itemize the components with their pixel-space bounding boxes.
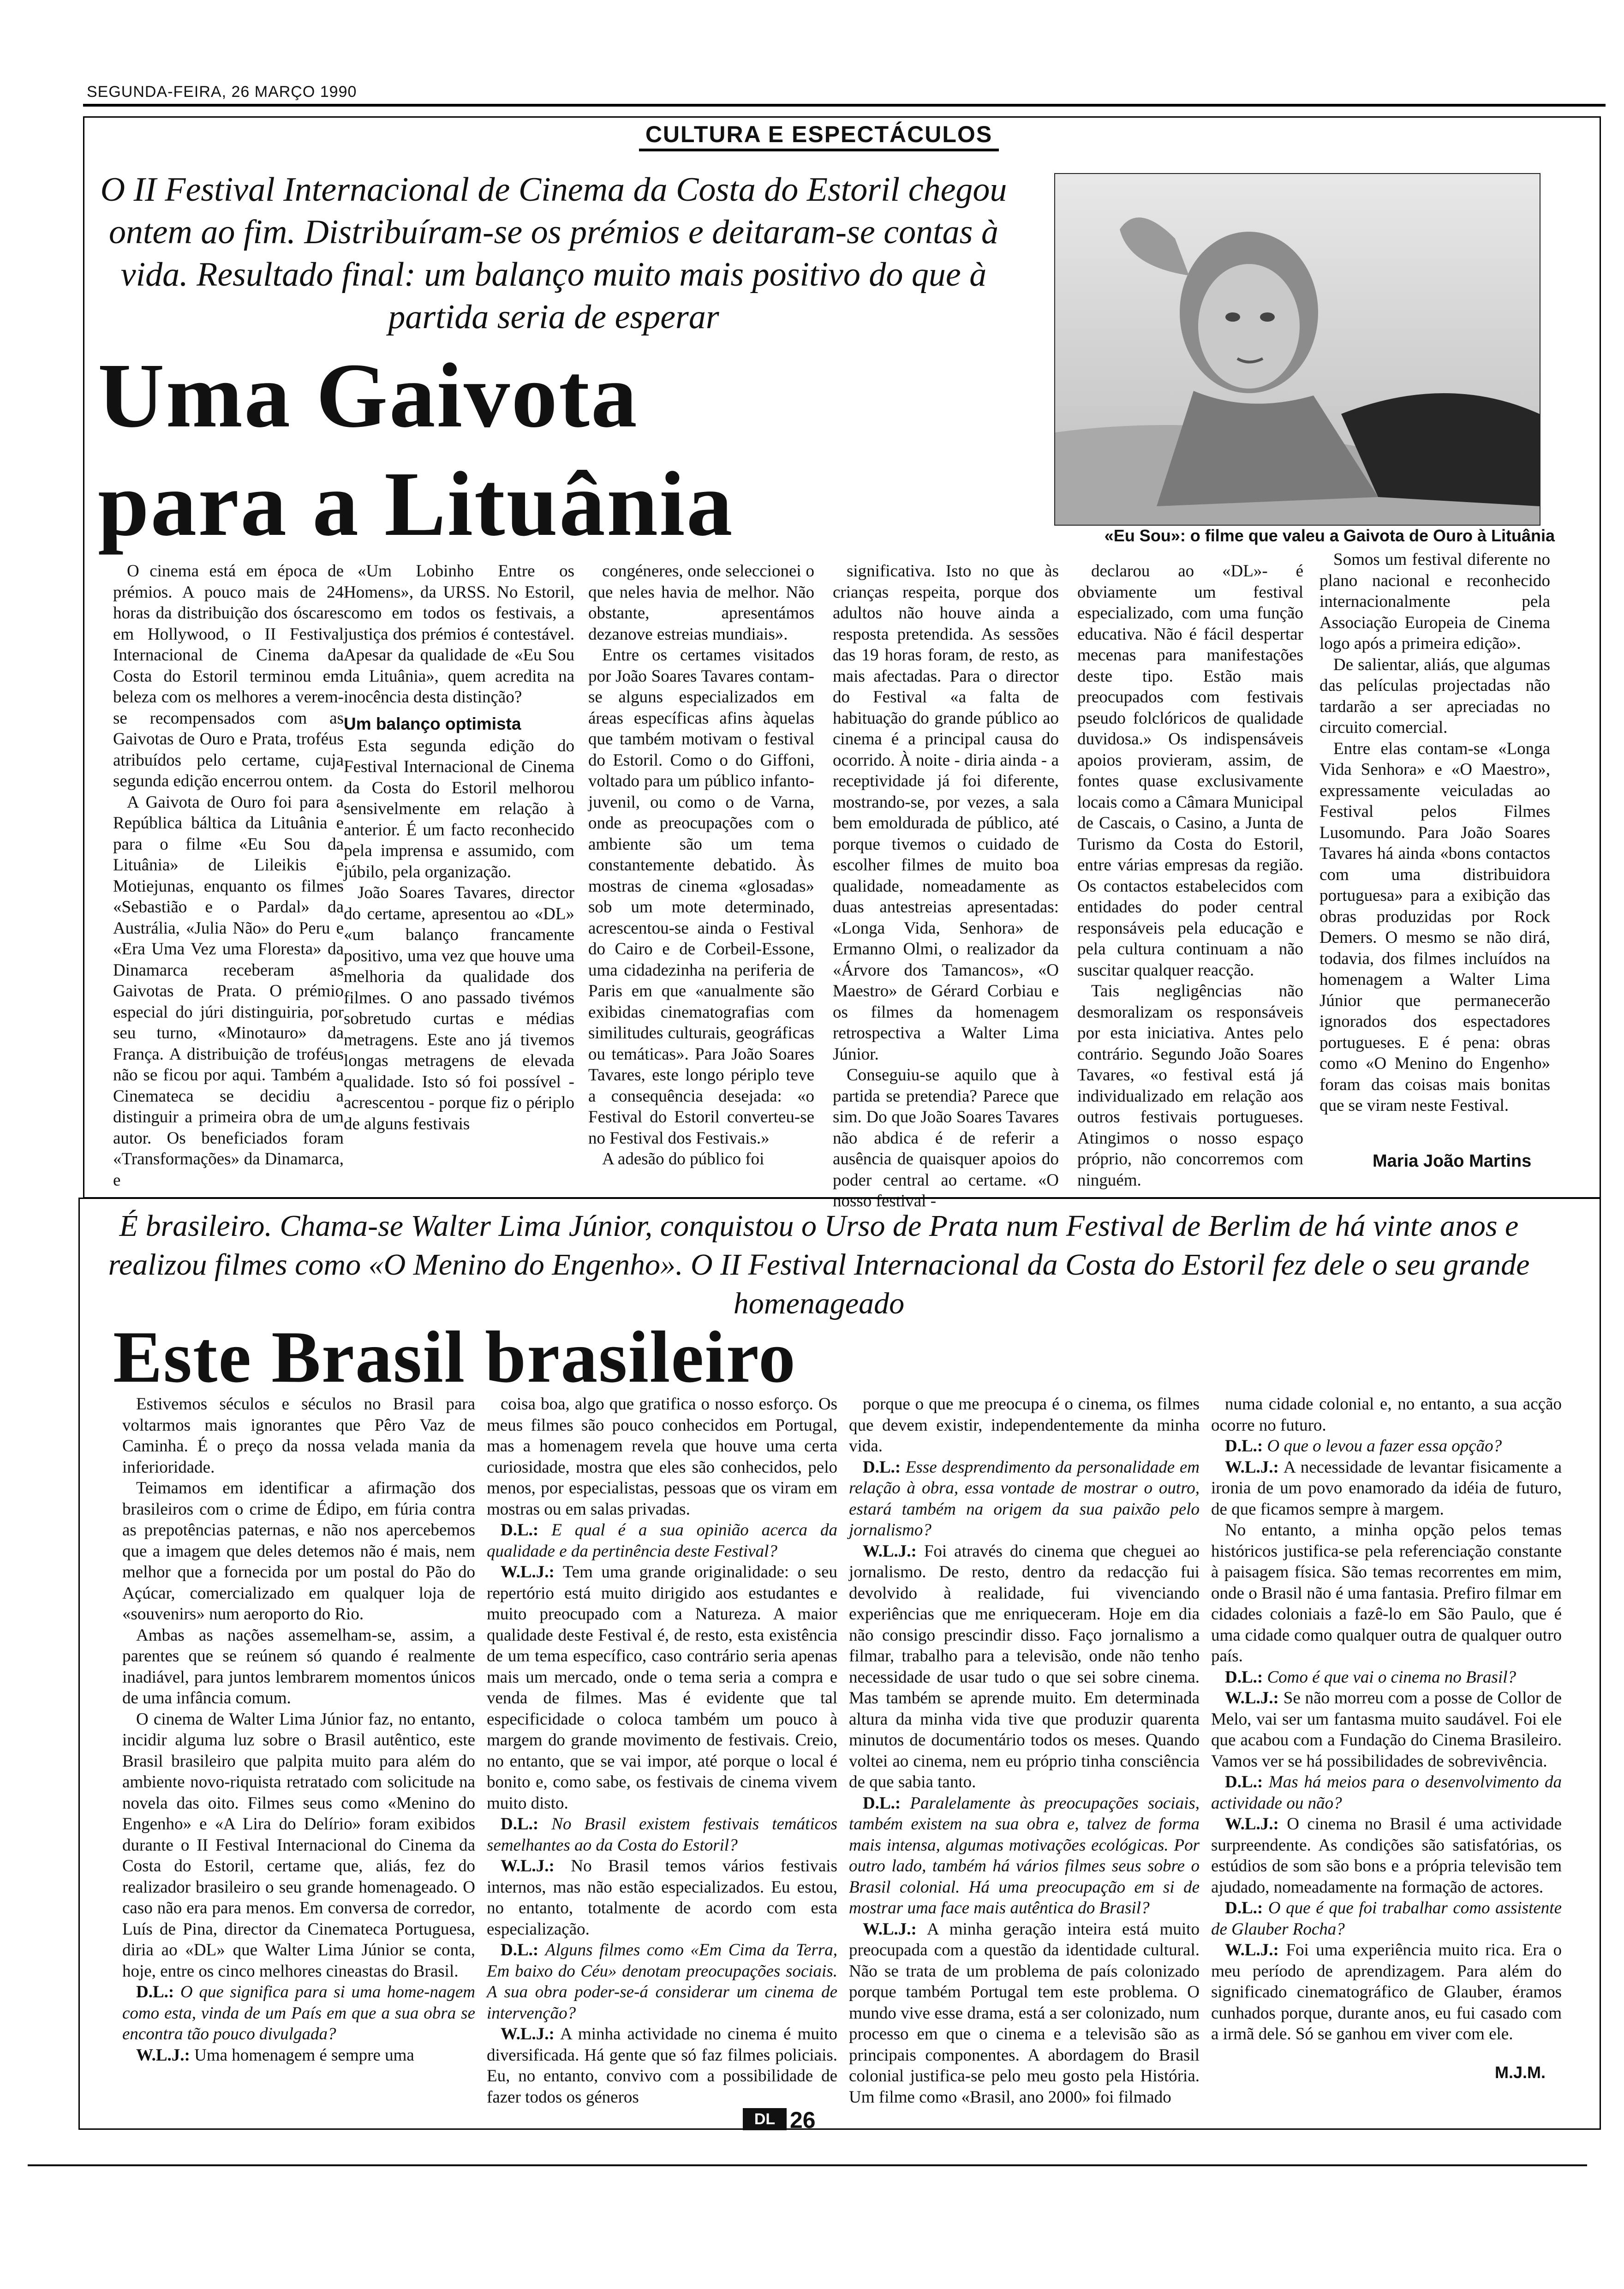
paragraph: João Soares Tavares, director do certame, apresentou ao «DL» «um balanço francamente positivo, uma vez que houve uma melhoria da qualidade dos filmes. O ano passado tivémos sobretudo curtas e médias metragens. Este ano já tivemos longas metragens de elevada qualidade. Isto só foi possível - acrescentou - porque fiz o périplo de alguns festivais [344, 883, 574, 1133]
interview-answer [1211, 1457, 1562, 1520]
speaker-label: W.L.J.: [1225, 1815, 1279, 1834]
answer-text: A minha actividade no cinema é muito diversificada. Há gente que só faz filmes policiais. Eu, no entanto, convivo com a possibilidade de fazer todos os géneros [487, 2025, 838, 2107]
paragraph: coisa boa, algo que gratifica o nosso esforço. Os meus filmes são pouco conhecidos em Portugal, mas a homenagem revela que houve uma certa curiosidade, mostra que eles são conhecidos, pelo menos, por especialistas, pessoas que os viram em mostras ou em salas privadas. [487, 1395, 837, 1519]
paragraph: A Gaivota de Ouro foi para a República báltica da Lituânia e para o filme «Eu Sou da Lituânia» de Lileikis e Motiejunas, enquanto os filmes «Sebastião e o Pardal» da Austrália, «Julia Não» do Peru e «Era Uma Vez uma Floresta» da Dinamarca receberam as Gaivotas de Prata. O prémio especial do júri distinguiria, por seu turno, «Minotauro» da França. A distribuição de troféus não se ficou por aqui. Também a Cinemateca se decidiu a distinguir a primeira obra de um autor. Os beneficiados foram «Transformações» da Dinamarca, e [113, 792, 344, 1190]
question-text: O que é que foi trabalhar como assistente de Glauber Rocha? [1211, 1899, 1562, 1939]
interview-answer [849, 1541, 1200, 1793]
speaker-label: W.L.J.: [863, 1541, 917, 1561]
article2-byline: M.J.M. [1495, 2063, 1546, 2082]
interview-question [1211, 1898, 1562, 1940]
speaker-label: D.L.: [1225, 1667, 1263, 1687]
paragraph: significativa. Isto no que às crianças respeita, porque dos adultos não houve ainda a resposta pretendida. As sessões das 19 horas foram, de resto, as mais afectadas. Para o director do Festival «a falta de habituação do grande público ao cinema é a principal causa do ocorrido. À noite - diria ainda - a receptividade já foi diferente, mostrando-se, por vezes, a sala bem emoldurada de público, até porque tivemos o cuidado de escolher filmes de muito boa qualidade, nomeadamente as duas antestreias apresentadas: «Longa Vida, Senhora» de Ermanno Olmi, o realizador da «Árvore dos Tamancos», «O Maestro» de Gérard Corbiau e os filmes da homenagem retrospectiva a Walter Lima Júnior. [833, 562, 1059, 1064]
interview-question [487, 1520, 837, 1562]
article1-byline: Maria João Martins [1373, 1151, 1532, 1171]
article2-column-4 [1211, 1394, 1562, 2045]
answer-text: A minha geração inteira está muito preocupada com a questão da identidade cultural. Não se trata de um problema de país colonizado porque também Portugal tem este problema. O mundo vive esse drama, está a ser colonizado, num processo em que o cinema e a televisão são as principais componentes. A abordagem do Brasil colonial justifica-se pelo meu gosto pela História. Um filme como «Brasil, ano 2000» foi filmado [849, 1919, 1200, 2107]
paragraph: Tais negligências não desmoralizam os responsáveis por esta iniciativa. Antes pelo contrário. Segundo João Soares Tavares, «o festival está já individualizado em relação aos outros festivais portugueses. Atingimos o nosso espaço próprio, não concorremos com ninguém. [1077, 982, 1303, 1190]
article1-column-4 [833, 561, 1059, 1212]
interview-answer [849, 1919, 1200, 2108]
speaker-label: D.L.: [501, 1521, 539, 1540]
answer-text: Se não morreu com a posse de Collor de Melo, vai ser um fantasma muito saudável. Foi ele que acabou com a Fundação do Cinema Brasileiro. Vamos ver se há possibilidades de sobrevivência. [1211, 1689, 1562, 1771]
article1-column-1 [113, 561, 344, 1191]
question-text: Paralelamente às preocupações sociais, também existem na sua obra e, talvez de forma mais intensa, algumas motivações ecológicas. Por outro lado, também há vários filmes seus sobre o Brasil colonial. Há uma preocupação em si de mostrar uma face mais autêntica do Brasil? [849, 1793, 1200, 1917]
speaker-label: D.L.: [501, 1941, 539, 1959]
paragraph: O cinema está em época de prémios. A pouco mais de 24 horas da distribuição dos óscares em Hollywood, o II Festival Internacional de Cinema da Costa do Estoril terminou em beleza com os melhores a verem-se recompensados com as Gaivotas de Ouro e Prata, troféus atribuídos pelo certame, cuja segunda edição encerrou ontem. [113, 562, 344, 791]
paragraph: «Um Lobinho Entre os Homens», da URSS. No Estoril, como em todos os festivais, a justiça dos prémios é contestável. Apesar da qualidade de «Eu Sou da Lituânia», quem acredita na inocência desta distinção? [344, 562, 574, 707]
article1-column-6 [1320, 549, 1550, 1116]
interview-question [1211, 1772, 1562, 1814]
page-number: 26 [790, 2107, 816, 2133]
paragraph: numa cidade colonial e, no entanto, a sua acção ocorre no futuro. [1211, 1395, 1562, 1435]
paragraph: Teimamos em identificar a afirmação dos brasileiros com o crime de Édipo, em fúria contra as prepotências paternas, e não nos apercebemos que a imagem que deles detemos não é mais, nem melhor que a fornecida por um postal do Pão do Açúcar, comercializado em qualquer loja de «souvenirs» num aeroporto do Rio. [122, 1479, 475, 1624]
question-text: O que significa para si uma home-nagem como esta, vinda de um País em que a sua obra se encontra tão pouco divulgada? [122, 1983, 475, 2043]
speaker-label: W.L.J.: [1225, 1941, 1279, 1959]
speaker-label: D.L.: [501, 1815, 539, 1834]
question-text: Mas há meios para o desenvolvimento da actividade ou não? [1211, 1773, 1562, 1813]
answer-text: A necessidade de levantar fisicamente a ironia de um povo enamorado da idéia de futuro, de que ficamos sempre à margem. [1211, 1457, 1562, 1519]
dl-logo: DL [743, 2108, 787, 2130]
answer-text: Uma homenagem é sempre uma [194, 2045, 414, 2065]
top-rule [83, 104, 1606, 107]
interview-question [1211, 1667, 1562, 1688]
paragraph: O cinema de Walter Lima Júnior faz, no entanto, incidir alguma luz sobre o Brasil autêntico, este Brasil brasileiro que palpita muito para além do ambiente novo-riquista retratado com solicitude na novela das oito. Filmes seus como «Menino do Engenho» e «A Lira do Delírio» foram exibidos durante o II Festival Internacional do Cinema da Costa do Estoril, certame que, aliás, fez do realizador brasileiro o seu grande homenageado. O caso não era para menos. Em conversa de corredor, Luís de Pina, director da Cinemateca Portuguesa, diria ao «DL» que Walter Lima Júnior se conta, hoje, entre os cinco melhores cineastas do Brasil. [122, 1709, 475, 1981]
article2-column-3 [849, 1394, 1200, 2108]
paragraph: Entre elas contam-se «Longa Vida Senhora» e «O Maestro», expressamente veiculadas ao Festival pelos Filmes Lusomundo. Para João Soares Tavares há ainda «bons contactos com uma distribuidora portuguesa» para a exibição das obras produzidas por Rock Demers. O mesmo se não dirá, todavia, dos filmes incluídos na homenagem a Walter Lima Júnior que permanecerão ignorados dos espectadores portugueses. E é pena: obras como «O Menino do Engenho» foram das coisas mais bonitas que se viram neste Festival. [1320, 739, 1550, 1115]
paragraph: Ambas as nações assemelham-se, assim, a parentes que se reúnem só quando é realmente inadiável, para juntos lembrarem momentos únicos de uma infância comum. [122, 1625, 475, 1708]
article2-headline: Este Brasil brasileiro [113, 1316, 796, 1398]
answer-text: Foi através do cinema que cheguei ao jornalismo. De resto, dentro da redacção fui devolvido à realidade, fui vivenciando experiências que me enriqueceram. Hoje em dia não consigo prescindir disso. Faço jornalismo a filmar, trabalho para a televisão, onde não tenho necessidade de usar tudo o que sei sobre cinema. Mas também se aprende muito. Em determinada altura da minha vida tive que produzir quarenta minutos de documentário todos os meses. Quando voltei ao cinema, nem eu próprio tinha consciência de que sabia tanto. [849, 1541, 1200, 1792]
speaker-label: D.L.: [1225, 1437, 1263, 1456]
speaker-label: W.L.J.: [501, 1563, 555, 1582]
article1-column-2 [344, 561, 574, 1134]
paragraph: Somos um festival diferente no plano nacional e reconhecido internacionalmente pela Associação Europeia de Cinema logo após a primeira edição». [1320, 550, 1550, 653]
section-title: CULTURA E ESPECTÁCULOS [639, 121, 999, 151]
issue-date: SEGUNDA-FEIRA, 26 MARÇO 1990 [87, 83, 357, 101]
answer-text: O cinema no Brasil é uma actividade surpreendente. As condições são satisfatórias, os estúdios de som são bons e a própria televisão tem ajudado, nomeadamente na formação de actores. [1211, 1815, 1562, 1897]
paragraph: porque o que me preocupa é o cinema, os filmes que devem existir, independentemente da minha vida. [849, 1395, 1200, 1456]
photo-boy-on-beach [1054, 173, 1540, 526]
question-text: E qual é a sua opinião acerca da qualidade e da pertinência deste Festival? [487, 1521, 837, 1561]
speaker-label: W.L.J.: [136, 2045, 190, 2065]
paragraph: congéneres, onde seleccionei o que neles havia de melhor. Não obstante, apresentámos dezanove estreias mundiais». [588, 562, 814, 644]
article1-column-5 [1077, 561, 1303, 1191]
paragraph: Conseguiu-se aquilo que à partida se pretendia? Parece que sim. Do que João Soares Tavares não abdica é de referir a ausência de quaisquer apoios do poder central ao certame. «O nosso festival - [833, 1066, 1059, 1210]
interview-question [849, 1457, 1200, 1541]
interview-answer [1211, 1940, 1562, 2045]
interview-question [487, 1814, 837, 1856]
paragraph: Esta segunda edição do Festival Internacional de Cinema da Costa do Estoril melhorou sensivelmente em relação à anterior. É um facto reconhecido pela imprensa e assumido, com júbilo, pela organização. [344, 736, 574, 881]
article2-column-1 [122, 1394, 475, 2066]
answer-text: Foi uma experiência muito rica. Era o meu período de aprendizagem. Para além do significado cinematográfico de Glauber, éramos cunhados porque, durante anos, eu fui casado com a irmã dele. Só se ganhou em viver com ele. [1211, 1941, 1562, 2043]
interview-answer [487, 1562, 837, 1814]
article1-deck: O II Festival Internacional de Cinema da Costa do Estoril chegou ontem ao fim. Distribuíram-se os prémios e deitaram-se contas à vida. Resultado final: um balanço muito mais positivo do que à partida seria de esperar [100, 171, 1007, 336]
interview-answer [487, 2024, 837, 2108]
article2-deck: É brasileiro. Chama-se Walter Lima Júnior, conquistou o Urso de Prata num Festival de Berlim de há vinte anos e realizou filmes como «O Menino do Engenho». O II Festival Internacional da Costa do Estoril fez dele o seu grande homenageado [108, 1209, 1530, 1320]
paragraph: A adesão do público foi [602, 1150, 764, 1168]
paragraph: Entre os certames visitados por João Soares Tavares contam-se alguns especializados em áreas específicas afins àquelas que também motivam o festival do Estoril. Como o do Giffoni, voltado para um público infanto-juvenil, ou como o de Varna, onde as preocupações com o ambiente são um tema constantemente debatido. Às mostras de cinema «glosadas» sob um mote determinado, acrescentou-se ainda o Festival do Cairo e de Corbeil-Essone, uma cidadezinha na periferia de Paris em que «anualmente são exibidas cinematografias com similitudes culturais, geográficas ou temáticas». Para João Soares Tavares, este longo périplo teve a consequência desejada: «o Festival do Estoril converteu-se no Festival dos Festivais.» [588, 646, 814, 1148]
answer-text: No Brasil temos vários festivais internos, mas não estão especializados. Eu estou, no entanto, totalmente de acordo com esta especialização. [487, 1857, 837, 1939]
interview-answer [487, 1856, 837, 1940]
answer-text: Tem uma grande originalidade: o seu repertório está muito dirigido aos estudantes e muito preocupado com a Natureza. A maior qualidade deste Festival é, de resto, esta existência de um tema específico, caso contrário seria apenas mais um mercado, onde o tema seria a compra e venda de filmes. Mas é evidente que tal especificidade o coloca também um pouco à margem do grande movimento de festivais. Creio, no entanto, que se vai impor, até porque o local é bonito e, como sabe, os festivais de cinema vivem muito disto. [487, 1563, 837, 1813]
question-text: Como é que vai o cinema no Brasil? [1267, 1667, 1516, 1687]
headline-line2: para a Lituânia [98, 453, 734, 555]
paragraph: De salientar, aliás, que algumas das películas projectadas não tardarão a ser apreciadas no circuito comercial. [1320, 655, 1550, 737]
speaker-label: W.L.J.: [501, 2025, 555, 2043]
photo-caption: «Eu Sou»: o filme que valeu a Gaivota de Ouro à Lituânia [1104, 526, 1555, 545]
interview-question [1211, 1436, 1562, 1457]
question-text: Alguns filmes como «Em Cima da Terra, Em baixo do Céu» denotam preocupações sociais. A sua obra poder-se-á considerar um cinema de intervenção? [487, 1941, 837, 2023]
question-text: Esse desprendimento da personalidade em relação à obra, essa vontade de mostrar o outro, estará também na origem da sua paixão pelo jornalismo? [849, 1457, 1200, 1540]
question-text: No Brasil existem festivais temáticos semelhantes ao da Costa do Estoril? [487, 1815, 838, 1855]
article1-headline [98, 342, 734, 558]
speaker-label: W.L.J.: [863, 1919, 917, 1939]
speaker-label: D.L.: [1225, 1773, 1263, 1792]
interview-answer [1211, 1814, 1562, 1898]
article1-column-3 [588, 561, 814, 1170]
headline-line1: Uma Gaivota [98, 345, 639, 447]
speaker-label: D.L.: [863, 1793, 901, 1813]
interview-answer [1211, 1688, 1562, 1772]
speaker-label: W.L.J.: [501, 1857, 555, 1876]
paragraph: No entanto, a minha opção pelos temas históricos justifica-se pela referenciação constante à paisagem física. São temas recorrentes em mim, onde o Brasil não é uma fantasia. Prefiro filmar em cidades coloniais a fazê-lo em São Paulo, que é uma cidade como qualquer outra de qualquer outro país. [1211, 1521, 1562, 1666]
article2-column-2 [487, 1394, 837, 2108]
paragraph: Estivemos séculos e séculos no Brasil para voltarmos mais ignorantes que Pêro Vaz de Caminha. É o preço da nossa velada mania da inferioridade. [122, 1395, 475, 1477]
speaker-label: D.L.: [863, 1457, 901, 1477]
interview-question [487, 1940, 837, 2024]
bottom-rule [28, 2164, 1587, 2166]
interview-question [849, 1793, 1200, 1919]
speaker-label: D.L.: [1225, 1899, 1263, 1917]
article1-subhead: Um balanço optimista [344, 714, 521, 733]
interview-answer [122, 2045, 475, 2066]
speaker-label: D.L.: [136, 1983, 174, 2001]
speaker-label: W.L.J.: [1225, 1689, 1279, 1708]
question-text: O que o levou a fazer essa opção? [1267, 1437, 1502, 1456]
speaker-label: W.L.J.: [1225, 1457, 1279, 1477]
interview-question [122, 1982, 475, 2045]
paragraph: declarou ao «DL»- é obviamente um festival especializado, com uma função educativa. Não é fácil despertar mecenas para manifestações deste tipo. Estão mais preocupados com festivais pseudo folclóricos de qualidade duvidosa.» Os indispensáveis apoios provieram, assim, de fontes quase exclusivamente locais como a Câmara Municipal de Cascais, o Casino, a Junta de Turismo da Costa do Estoril, entre várias empresas da região. Os contactos estabelecidos com entidades do poder central responsáveis pela educação e pela cultura continuam a não suscitar qualquer reacção. [1077, 562, 1303, 980]
